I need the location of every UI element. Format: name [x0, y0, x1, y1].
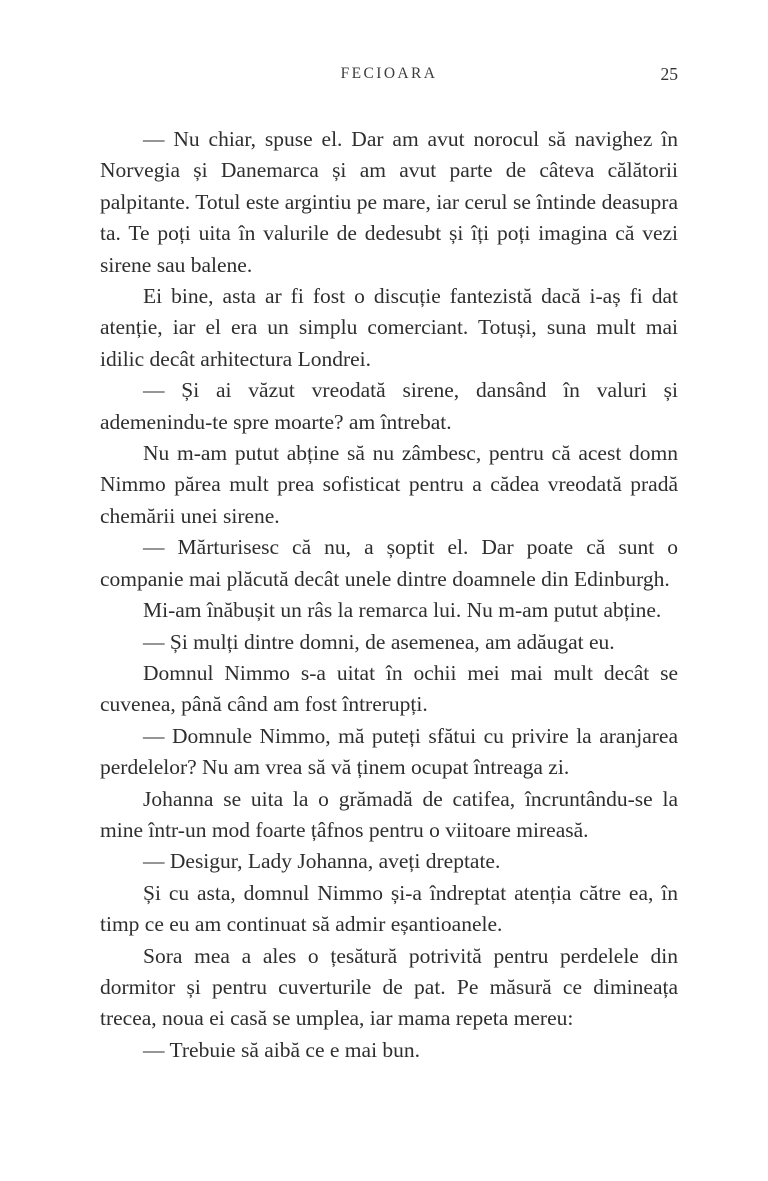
paragraph-narration: Nu m-am putut abține să nu zâmbesc, pentru că acest domn Nimmo părea mult prea sofisticat pentru a cădea vreodată pradă chemării unei sirene. — [100, 441, 678, 528]
page-body — [100, 124, 678, 1066]
paragraph-narration: Ei bine, asta ar fi fost o discuție fantezistă dacă i-aș fi dat atenție, iar el era un simplu comerciant. Totuși, suna mult mai idilic decât arhitectura Londrei. — [100, 284, 678, 371]
paragraph-dialogue: — Domnule Nimmo, mă puteți sfătui cu privire la aranjarea perdelelor? Nu am vrea să vă ținem ocupat întreaga zi. — [100, 723, 678, 780]
paragraph-dialogue: — Mărturisesc că nu, a șoptit el. Dar poate că sunt o companie mai plăcută decât unele dintre doamnele din Edinburgh. — [100, 535, 678, 591]
paragraph-dialogue: — Și mulți dintre domni, de asemenea, am adăugat eu. — [143, 629, 615, 654]
paragraph-dialogue: — Desigur, Lady Johanna, aveți dreptate. — [143, 849, 501, 874]
paragraph-narration: Sora mea a ales o țesătură potrivită pentru perdelele din dormitor și pentru cuverturile de pat. Pe măsură ce dimineața trecea, noua ei casă se umplea, iar mama repeta mereu: — [100, 943, 678, 1031]
paragraph-dialogue: — Nu chiar, spuse el. Dar am avut norocul să navighez în Norvegia și Danemarca și am avut parte de câteva călătorii palpitante. Totul este argintiu pe mare, iar cerul se întinde deasupra ta. Te poți uita în valurile de dedesubt și îți poți imagina că vezi sirene sau balene. — [100, 127, 678, 277]
running-head-title: FECIOARA — [340, 65, 438, 82]
paragraph-narration: Mi-am înăbușit un râs la remarca lui. Nu m-am putut abține. — [143, 598, 662, 623]
page-header — [100, 62, 678, 86]
paragraph-dialogue: — Trebuie să aibă ce e mai bun. — [143, 1037, 421, 1062]
page-number: 25 — [660, 64, 678, 84]
paragraph-narration: Și cu asta, domnul Nimmo și-a îndreptat atenția către ea, în timp ce eu am continuat să admir eșantioanele. — [100, 880, 678, 937]
paragraph-narration: Johanna se uita la o grămadă de catifea, încruntându-se la mine într-un mod foarte țâfnos pentru o viitoare mireasă. — [100, 786, 678, 842]
paragraph-dialogue: — Și ai văzut vreodată sirene, dansând în valuri și ademenindu-te spre moarte? am întrebat. — [100, 378, 678, 434]
paragraph-narration: Domnul Nimmo s-a uitat în ochii mei mai mult decât se cuvenea, până când am fost întrerupți. — [100, 660, 678, 717]
